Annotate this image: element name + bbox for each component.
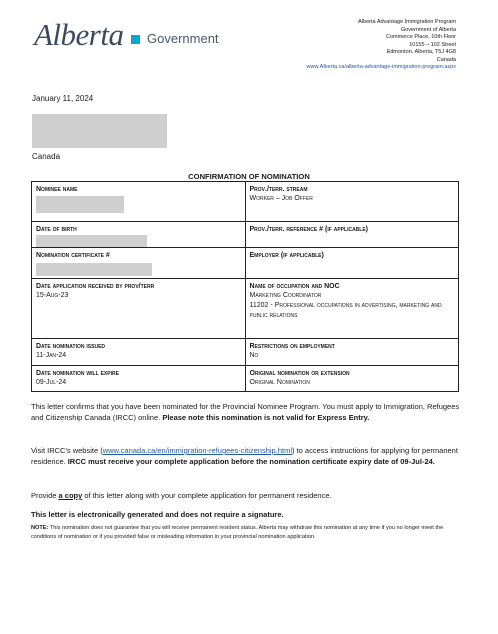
restrictions-label: Restrictions on employment — [249, 343, 335, 350]
occupation-cell — [245, 279, 459, 339]
logo-government-text: Government — [147, 31, 219, 46]
reference-cell — [245, 222, 459, 248]
dob-cell — [32, 222, 246, 248]
recipient-country: Canada — [32, 152, 61, 161]
original-cell — [245, 366, 459, 392]
occupation-label: Name of occupation and NOC — [249, 283, 340, 290]
certificate-label: Nomination certificate # — [36, 252, 110, 259]
address-line: Commerce Place, 10th Floor — [386, 34, 456, 40]
employer-cell — [245, 248, 459, 279]
ircc-text-mid: ) to access instructions for applying for permanent residence. — [31, 446, 458, 466]
sender-address — [307, 19, 456, 72]
confirmation-paragraph — [31, 402, 469, 423]
received-value: 15-Aug-23 — [36, 292, 69, 299]
address-line: Government of Alberta — [400, 26, 456, 33]
flag-icon — [131, 35, 140, 44]
original-value: Original Nomination — [249, 379, 310, 386]
stream-cell — [245, 182, 459, 222]
program-website-link[interactable]: www.Alberta.ca/alberta-advantage-immigration-program.aspx — [306, 64, 456, 70]
ircc-instructions-paragraph — [31, 446, 469, 467]
issued-cell — [32, 339, 246, 366]
expire-value: 09-Jul-24 — [36, 379, 67, 386]
nomination-details-table — [31, 181, 459, 392]
nominee-name-cell — [32, 182, 246, 222]
restrictions-value: No — [249, 352, 259, 359]
copy-text-pre: Provide — [31, 491, 59, 500]
note-label: NOTE: — [31, 525, 49, 531]
expire-cell — [32, 366, 246, 392]
occupation-value: Marketing Coordinator — [249, 292, 322, 299]
confirmation-text: This letter confirms that you have been nominated for the Provincial Nominee Program. You must apply to Immigration, Refugees and Citizenship Canada (IRCC) online. — [31, 402, 460, 422]
electronic-signature-notice: This letter is electronically generated and does not require a signature. — [31, 510, 284, 519]
ircc-deadline-text: IRCC must receive your complete application before the nomination certificate expiry date of 09-Jul-24. — [67, 456, 435, 466]
redacted-recipient-address — [32, 114, 167, 148]
received-label: Date application received by prov/terr — [36, 283, 155, 290]
employer-label: Employer (if applicable) — [249, 252, 324, 259]
address-line: Edmonton, Alberta, T5J 4G8 — [386, 49, 456, 55]
stream-label: Prov./terr. stream — [249, 186, 308, 193]
original-label: Original nomination or extension — [249, 370, 350, 377]
ircc-website-link[interactable]: www.canada.ca/en/immigration-refugees-citizenship.html — [102, 446, 292, 455]
restrictions-cell — [245, 339, 459, 366]
received-cell — [32, 279, 246, 339]
certificate-cell — [32, 248, 246, 279]
reference-label: Prov./terr. reference # (if applicable) — [249, 226, 369, 233]
expire-label: Date nomination will expire — [36, 370, 119, 377]
note-text: This nomination does not guarantee that you will receive permanent resident status. Alberta may withdraw this nomination at any time if you no longer meet the conditions of nomination or if you provided false or misleading information in your provincial nomination application. — [31, 525, 444, 540]
document-title: CONFIRMATION OF NOMINATION — [188, 172, 310, 181]
ircc-text-pre: Visit IRCC's website ( — [31, 446, 103, 455]
letter-date: January 11, 2024 — [32, 94, 94, 103]
dob-label: Date of birth — [36, 226, 77, 233]
issued-label: Date nomination issued — [36, 343, 106, 350]
address-line: Alberta Advantage Immigration Program — [358, 19, 456, 25]
logo-wordmark: Alberta — [34, 17, 124, 52]
address-line: 10155 – 102 Street — [409, 41, 456, 48]
alberta-government-logo — [34, 17, 234, 57]
nomination-note — [31, 524, 469, 541]
issued-value: 11-Jan-24 — [36, 352, 67, 359]
nominee-name-label: Nominee name — [36, 186, 78, 193]
copy-emphasis: a copy — [58, 491, 83, 500]
copy-text-post: of this letter along with your complete application for permanent residence. — [82, 491, 332, 500]
express-entry-warning: Please note this nomination is not valid for Express Entry. — [162, 412, 370, 422]
noc-value: 11202 - Professional occupations in advertising, marketing and public relations — [249, 302, 442, 319]
copy-instruction-paragraph — [31, 491, 469, 502]
stream-value: Worker – Job Offer — [249, 195, 313, 202]
address-line: Canada — [436, 56, 456, 63]
